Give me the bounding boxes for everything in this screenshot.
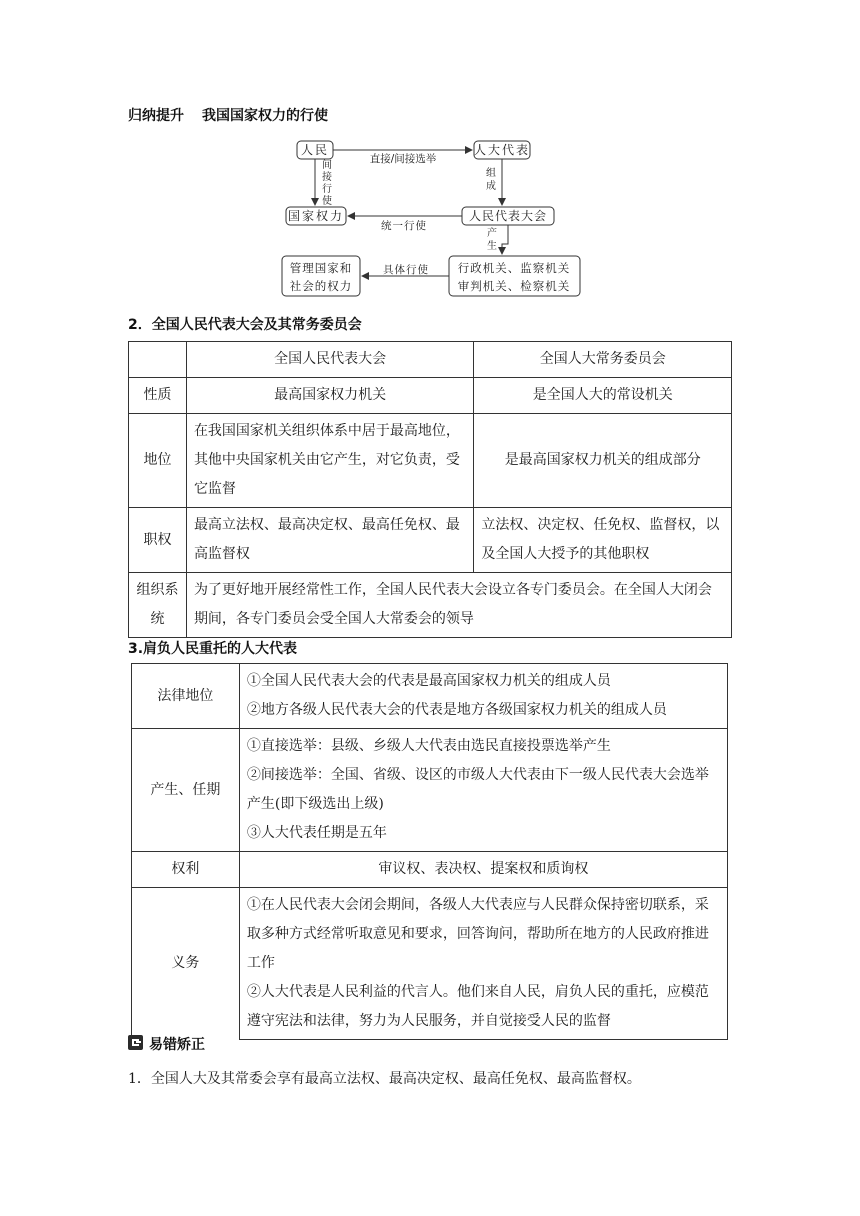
edge-produce-2: 生 <box>487 241 497 252</box>
node-people: 人民 <box>300 143 330 157</box>
cell-items <box>239 729 727 852</box>
cell-npc: 在我国国家机关组织体系中居于最高地位，其他中央国家机关由它产生，对它负责，受它监督 <box>186 414 473 508</box>
list-item: ③人大代表任期是五年 <box>246 825 387 841</box>
row-label: 性质 <box>129 378 187 414</box>
node-manage-line1: 管理国家和 <box>289 261 353 275</box>
table-row <box>129 573 732 638</box>
deputy-table <box>131 663 728 1040</box>
correction-item-1: 1．全国人大及其常委会享有最高立法权、最高决定权、最高任免权、最高监督权。 <box>128 1071 641 1087</box>
table-row <box>132 888 728 1040</box>
section-title: 我国国家权力的行使 <box>202 108 328 124</box>
edge-indirect-2: 接 <box>322 172 332 183</box>
c-badge-icon <box>128 1035 143 1050</box>
row-label: 义务 <box>132 888 240 1040</box>
table-header-row <box>129 342 732 378</box>
cell-items <box>239 852 727 888</box>
edge-unified: 统一行使 <box>381 220 427 232</box>
list-item: ①全国人民代表大会的代表是最高国家权力机关的组成人员 <box>246 673 611 689</box>
cell-standing: 立法权、决定权、任免权、监督权，以及全国人大授予的其他职权 <box>474 508 732 573</box>
table-row <box>129 508 732 573</box>
node-npc: 人民代表大会 <box>468 209 548 223</box>
cell-items <box>239 888 727 1040</box>
npc-comparison-table <box>128 341 732 638</box>
node-state-power: 国家权力 <box>287 209 345 223</box>
cell-npc: 最高国家权力机关 <box>186 378 473 414</box>
section-heading-power <box>128 105 328 125</box>
power-flow-diagram <box>270 132 600 300</box>
edge-compose-2: 成 <box>486 181 496 192</box>
node-organs-line1: 行政机关、监察机关 <box>457 261 571 275</box>
correction-title: 易错矫正 <box>149 1037 205 1053</box>
edge-compose-1: 组 <box>486 168 496 179</box>
node-npc-deputy: 人大代表 <box>473 143 531 157</box>
cell-org-system: 为了更好地开展经常性工作，全国人民代表大会设立各专门委员会。在全国人大闭会期间，各专门委员会受全国人大常委会的领导 <box>186 573 731 638</box>
list-item: ②间接选举：全国、省级、设区的市级人大代表由下一级人民代表大会选举产生(即下级选出上级) <box>246 767 709 812</box>
edge-elect: 直接/间接选举 <box>369 153 437 165</box>
cell-npc: 最高立法权、最高决定权、最高任免权、最高监督权 <box>186 508 473 573</box>
row-label: 职权 <box>129 508 187 573</box>
table-row <box>129 378 732 414</box>
edge-specific: 具体行使 <box>383 264 429 276</box>
table-row <box>132 852 728 888</box>
section2-title: 2．全国人民代表大会及其常务委员会 <box>128 317 362 333</box>
edge-produce-1: 产 <box>487 228 497 239</box>
row-label: 法律地位 <box>132 664 240 729</box>
section3-title: 3.肩负人民重托的人大代表 <box>128 641 298 657</box>
table-row <box>129 414 732 508</box>
row-label: 组织系统 <box>129 573 187 638</box>
list-item: ②地方各级人民代表大会的代表是地方各级国家权力机关的组成人员 <box>246 702 667 718</box>
row-label: 权利 <box>132 852 240 888</box>
row-label: 地位 <box>129 414 187 508</box>
list-item: ②人大代表是人民利益的代言人。他们来自人民，肩负人民的重托，应模范遵守宪法和法律，努力为人民服务，并自觉接受人民的监督 <box>246 984 709 1029</box>
cell-items <box>239 664 727 729</box>
table-row <box>132 664 728 729</box>
edge-indirect-1: 间 <box>322 160 332 171</box>
cell-standing: 是全国人大的常设机关 <box>474 378 732 414</box>
section-label: 归纳提升 <box>128 108 184 124</box>
arrow-produce <box>502 225 508 254</box>
list-item: ①直接选举：县级、乡级人大代表由选民直接投票选举产生 <box>246 738 611 754</box>
header-standing: 全国人大常务委员会 <box>474 342 732 378</box>
header-npc: 全国人民代表大会 <box>186 342 473 378</box>
cell-standing: 是最高国家权力机关的组成部分 <box>474 414 732 508</box>
row-label: 产生、任期 <box>132 729 240 852</box>
node-manage-line2: 社会的权力 <box>289 279 353 293</box>
table-row <box>132 729 728 852</box>
node-organs-line2: 审判机关、检察机关 <box>457 279 571 293</box>
list-item: ①在人民代表大会闭会期间，各级人大代表应与人民群众保持密切联系，采取多种方式经常听取意见和要求，回答询问，帮助所在地方的人民政府推进工作 <box>246 897 709 971</box>
list-item: 审议权、表决权、提案权和质询权 <box>378 861 589 877</box>
edge-indirect-4: 使 <box>322 196 332 207</box>
edge-indirect-3: 行 <box>322 184 332 195</box>
header-empty <box>129 342 187 378</box>
